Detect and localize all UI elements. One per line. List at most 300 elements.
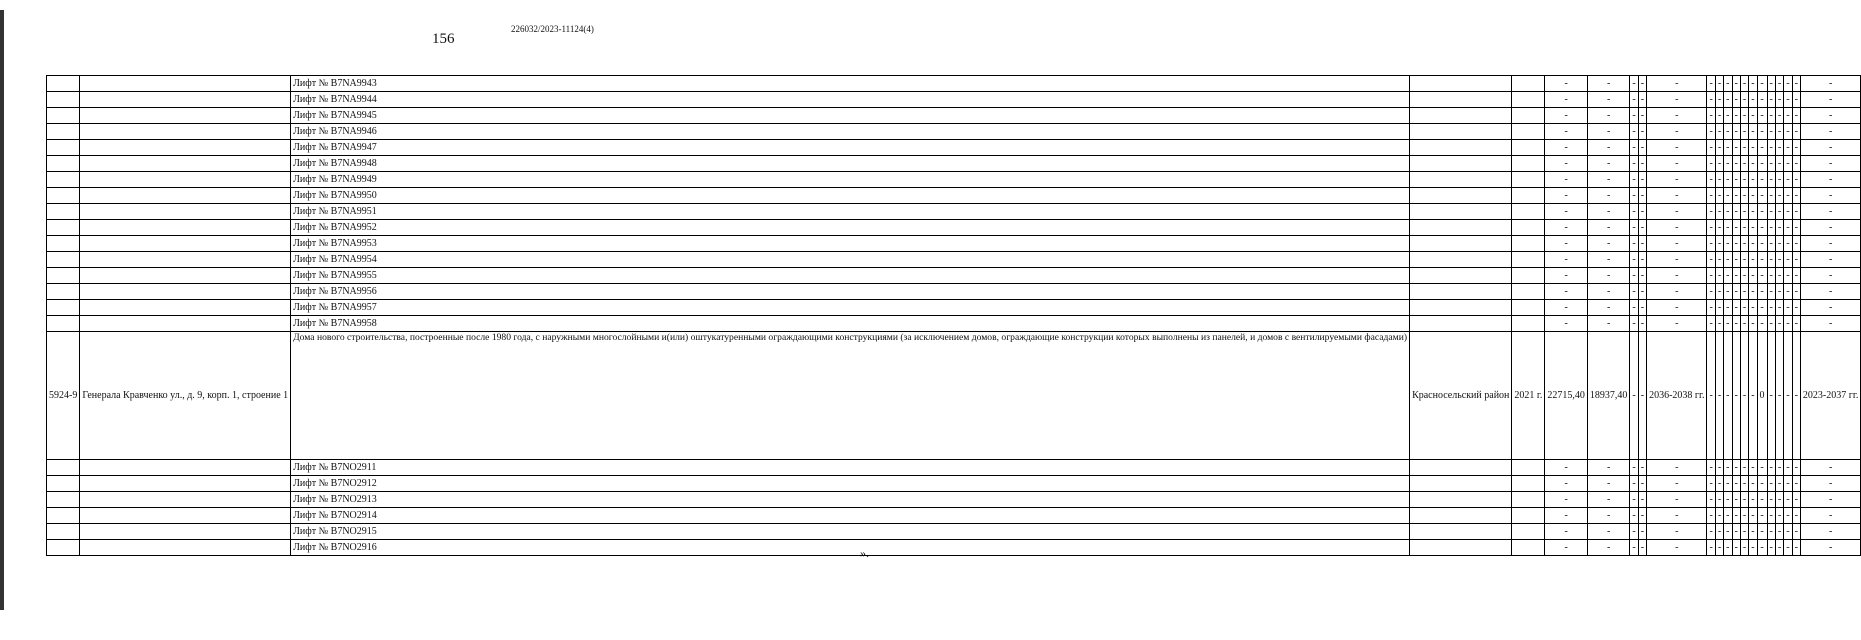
dash-cell: - [1792,300,1800,316]
empty-cell [1410,540,1512,556]
dash-cell: - [1740,92,1748,108]
dash-cell: - [1767,476,1775,492]
dash-cell: - [1545,220,1588,236]
dash-cell: - [1775,220,1783,236]
dash-cell: - [1749,300,1757,316]
dash-cell: - [1587,524,1630,540]
dash-cell: - [1715,268,1723,284]
dash-cell: - [1647,236,1707,252]
dash-cell: - [1647,492,1707,508]
dash-cell: - [1757,76,1767,92]
dash-cell: - [1792,460,1800,476]
dash-cell: - [1757,300,1767,316]
dash-cell: - [1792,524,1800,540]
empty-cell [80,108,291,124]
dash-cell: - [1792,268,1800,284]
dash-cell: - [1638,124,1646,140]
dash-cell: - [1784,284,1792,300]
dash-cell: - [1732,284,1740,300]
dash-cell: - [1638,540,1646,556]
empty-cell [47,508,80,524]
empty-cell [47,268,80,284]
empty-cell [1512,524,1545,540]
empty-cell [80,268,291,284]
dash-cell: - [1707,476,1715,492]
dash-cell: - [1749,140,1757,156]
empty-cell [47,492,80,508]
dash-cell: - [1630,316,1638,332]
lift-label: Лифт № B7NA9944 [291,92,1410,108]
dash-cell: - [1724,284,1732,300]
building-period: 2036-2038 гг. [1647,332,1707,460]
dash-cell: - [1775,284,1783,300]
lift-row [47,524,1861,540]
dash-cell: - [1784,524,1792,540]
dash-cell: - [1800,188,1860,204]
dash-cell: - [1724,268,1732,284]
dash-cell: - [1732,92,1740,108]
dash-cell: - [1587,140,1630,156]
page-number: 156 [432,31,455,47]
empty-cell [1512,204,1545,220]
dash-cell: - [1545,476,1588,492]
dash-cell: - [1792,108,1800,124]
dash-cell: - [1749,492,1757,508]
dash-cell: - [1749,508,1757,524]
lift-label: Лифт № B7NA9958 [291,316,1410,332]
dash-cell: - [1740,508,1748,524]
dash-cell: - [1647,156,1707,172]
dash-cell: - [1707,252,1715,268]
dash-cell: - [1732,492,1740,508]
dash-cell: - [1707,124,1715,140]
dash-cell: - [1740,252,1748,268]
lift-row [47,124,1861,140]
dash-cell: - [1545,268,1588,284]
dash-cell: - [1638,188,1646,204]
dash-cell: - [1724,492,1732,508]
empty-cell [1410,460,1512,476]
dash-cell: - [1792,140,1800,156]
dash-cell: - [1587,236,1630,252]
dash-cell: - [1587,476,1630,492]
empty-cell [47,204,80,220]
lift-row [47,492,1861,508]
empty-cell [1410,508,1512,524]
lift-label: Лифт № B7NA9952 [291,220,1410,236]
dash-cell: - [1740,284,1748,300]
dash-cell: - [1638,156,1646,172]
dash-cell: - [1749,540,1757,556]
zero-cell: 0 [1757,332,1767,460]
dash-cell: - [1732,332,1740,460]
empty-cell [1410,172,1512,188]
dash-cell: - [1732,124,1740,140]
lift-label: Лифт № B7NA9947 [291,140,1410,156]
dash-cell: - [1775,140,1783,156]
dash-cell: - [1638,492,1646,508]
lift-rows-bottom [47,460,1861,556]
dash-cell: - [1792,156,1800,172]
dash-cell: - [1715,108,1723,124]
dash-cell: - [1767,156,1775,172]
empty-cell [80,492,291,508]
dash-cell: - [1792,236,1800,252]
dash-cell: - [1647,108,1707,124]
dash-cell: - [1545,492,1588,508]
empty-cell [1410,236,1512,252]
dash-cell: - [1587,300,1630,316]
dash-cell: - [1792,220,1800,236]
lift-row [47,76,1861,92]
dash-cell: - [1749,476,1757,492]
empty-cell [1410,188,1512,204]
dash-cell: - [1724,332,1732,460]
dash-cell: - [1775,236,1783,252]
dash-cell: - [1647,172,1707,188]
dash-cell: - [1800,140,1860,156]
dash-cell: - [1724,92,1732,108]
lift-label: Лифт № B7NA9950 [291,188,1410,204]
dash-cell: - [1707,268,1715,284]
dash-cell: - [1792,476,1800,492]
dash-cell: - [1724,220,1732,236]
dash-cell: - [1784,204,1792,220]
dash-cell: - [1784,492,1792,508]
empty-cell [80,220,291,236]
building-description: Дома нового строительства, построенные после 1980 года, с наружными многослойными и(или) оштукатуренными ограждающими конструкциями (за исключением домов, ограждающие конструкции которых выполнены из панелей, и домов с вентилируемыми фасадами) [291,332,1410,460]
lift-row [47,316,1861,332]
dash-cell: - [1638,524,1646,540]
dash-cell: - [1757,188,1767,204]
dash-cell: - [1638,316,1646,332]
lift-label: Лифт № B7NO2911 [291,460,1410,476]
dash-cell: - [1740,300,1748,316]
dash-cell: - [1715,316,1723,332]
dash-cell: - [1587,284,1630,300]
lift-row [47,460,1861,476]
empty-cell [47,236,80,252]
dash-cell: - [1800,492,1860,508]
empty-cell [80,172,291,188]
dash-cell: - [1715,172,1723,188]
dash-cell: - [1707,540,1715,556]
dash-cell: - [1630,524,1638,540]
dash-cell: - [1545,124,1588,140]
dash-cell: - [1707,492,1715,508]
empty-cell [1410,124,1512,140]
dash-cell: - [1707,236,1715,252]
dash-cell: - [1724,460,1732,476]
dash-cell: - [1784,92,1792,108]
dash-cell: - [1715,252,1723,268]
dash-cell: - [1638,108,1646,124]
dash-cell: - [1587,188,1630,204]
dash-cell: - [1767,140,1775,156]
dash-cell: - [1715,92,1723,108]
dash-cell: - [1800,204,1860,220]
lift-label: Лифт № B7NA9953 [291,236,1410,252]
dash-cell: - [1749,76,1757,92]
dash-cell: - [1732,252,1740,268]
dash-cell: - [1647,188,1707,204]
dash-cell: - [1630,156,1638,172]
dash-cell: - [1775,508,1783,524]
dash-cell: - [1800,316,1860,332]
dash-cell: - [1749,460,1757,476]
dash-cell: - [1638,204,1646,220]
dash-cell: - [1638,332,1646,460]
dash-cell: - [1749,108,1757,124]
empty-cell [80,460,291,476]
dash-cell: - [1647,508,1707,524]
dash-cell: - [1630,460,1638,476]
dash-cell: - [1724,524,1732,540]
dash-cell: - [1715,284,1723,300]
dash-cell: - [1715,460,1723,476]
dash-cell: - [1767,188,1775,204]
dash-cell: - [1707,460,1715,476]
empty-cell [1512,252,1545,268]
dash-cell: - [1767,268,1775,284]
dash-cell: - [1715,236,1723,252]
dash-cell: - [1647,252,1707,268]
dash-cell: - [1757,476,1767,492]
dash-cell: - [1732,508,1740,524]
page-edge-shadow [0,10,4,610]
dash-cell: - [1715,124,1723,140]
dash-cell: - [1740,236,1748,252]
dash-cell: - [1638,252,1646,268]
empty-cell [47,108,80,124]
dash-cell: - [1724,76,1732,92]
dash-cell: - [1784,76,1792,92]
dash-cell: - [1638,476,1646,492]
empty-cell [47,252,80,268]
dash-cell: - [1784,332,1792,460]
dash-cell: - [1800,284,1860,300]
dash-cell: - [1740,156,1748,172]
empty-cell [47,172,80,188]
dash-cell: - [1757,492,1767,508]
lift-label: Лифт № B7NO2915 [291,524,1410,540]
empty-cell [80,188,291,204]
dash-cell: - [1724,508,1732,524]
dash-cell: - [1775,172,1783,188]
dash-cell: - [1587,268,1630,284]
dash-cell: - [1545,188,1588,204]
dash-cell: - [1638,140,1646,156]
dash-cell: - [1767,540,1775,556]
dash-cell: - [1757,156,1767,172]
dash-cell: - [1767,252,1775,268]
building-row-group [47,332,1861,460]
closing-quote-mark: ». [860,546,869,560]
dash-cell: - [1638,284,1646,300]
lift-rows-top [47,76,1861,332]
dash-cell: - [1630,236,1638,252]
dash-cell: - [1757,204,1767,220]
dash-cell: - [1757,252,1767,268]
dash-cell: - [1784,316,1792,332]
dash-cell: - [1630,252,1638,268]
dash-cell: - [1638,508,1646,524]
dash-cell: - [1792,124,1800,140]
empty-cell [47,76,80,92]
empty-cell [80,524,291,540]
dash-cell: - [1757,220,1767,236]
dash-cell: - [1587,540,1630,556]
dash-cell: - [1587,156,1630,172]
dash-cell: - [1732,316,1740,332]
empty-cell [1410,476,1512,492]
dash-cell: - [1724,252,1732,268]
dash-cell: - [1800,124,1860,140]
dash-cell: - [1647,76,1707,92]
dash-cell: - [1740,188,1748,204]
empty-cell [1410,204,1512,220]
lift-row [47,268,1861,284]
dash-cell: - [1715,508,1723,524]
dash-cell: - [1800,268,1860,284]
dash-cell: - [1638,236,1646,252]
dash-cell: - [1784,508,1792,524]
dash-cell: - [1587,108,1630,124]
dash-cell: - [1757,236,1767,252]
lift-label: Лифт № B7NA9951 [291,204,1410,220]
dash-cell: - [1800,524,1860,540]
dash-cell: - [1732,140,1740,156]
empty-cell [80,92,291,108]
lift-label: Лифт № B7NA9955 [291,268,1410,284]
dash-cell: - [1587,460,1630,476]
dash-cell: - [1587,252,1630,268]
dash-cell: - [1757,124,1767,140]
dash-cell: - [1784,108,1792,124]
dash-cell: - [1647,220,1707,236]
empty-cell [47,92,80,108]
dash-cell: - [1630,284,1638,300]
dash-cell: - [1732,188,1740,204]
dash-cell: - [1647,92,1707,108]
dash-cell: - [1767,460,1775,476]
dash-cell: - [1732,108,1740,124]
dash-cell: - [1707,508,1715,524]
dash-cell: - [1630,540,1638,556]
dash-cell: - [1749,124,1757,140]
dash-cell: - [1630,268,1638,284]
dash-cell: - [1767,220,1775,236]
empty-cell [80,156,291,172]
dash-cell: - [1757,268,1767,284]
dash-cell: - [1724,140,1732,156]
empty-cell [1512,108,1545,124]
dash-cell: - [1732,300,1740,316]
dash-cell: - [1647,300,1707,316]
dash-cell: - [1707,524,1715,540]
dash-cell: - [1767,508,1775,524]
dash-cell: - [1775,252,1783,268]
empty-cell [1512,140,1545,156]
dash-cell: - [1767,524,1775,540]
dash-cell: - [1784,220,1792,236]
dash-cell: - [1792,204,1800,220]
dash-cell: - [1767,92,1775,108]
lift-label: Лифт № B7NA9949 [291,172,1410,188]
dash-cell: - [1792,76,1800,92]
dash-cell: - [1792,508,1800,524]
dash-cell: - [1732,76,1740,92]
dash-cell: - [1707,300,1715,316]
empty-cell [1512,268,1545,284]
dash-cell: - [1732,540,1740,556]
lift-label: Лифт № B7NO2912 [291,476,1410,492]
dash-cell: - [1587,204,1630,220]
dash-cell: - [1740,524,1748,540]
empty-cell [1512,172,1545,188]
dash-cell: - [1775,188,1783,204]
empty-cell [1410,220,1512,236]
dash-cell: - [1630,108,1638,124]
empty-cell [1512,492,1545,508]
dash-cell: - [1647,124,1707,140]
empty-cell [1512,508,1545,524]
empty-cell [1512,76,1545,92]
dash-cell: - [1740,204,1748,220]
dash-cell: - [1767,108,1775,124]
empty-cell [80,508,291,524]
dash-cell: - [1715,332,1723,460]
dash-cell: - [1732,172,1740,188]
empty-cell [80,204,291,220]
empty-cell [47,140,80,156]
dash-cell: - [1545,76,1588,92]
dash-cell: - [1724,204,1732,220]
dash-cell: - [1749,172,1757,188]
lift-row [47,92,1861,108]
empty-cell [1410,268,1512,284]
dash-cell: - [1767,332,1775,460]
lift-label: Лифт № B7NA9945 [291,108,1410,124]
dash-cell: - [1587,508,1630,524]
dash-cell: - [1740,140,1748,156]
dash-cell: - [1757,540,1767,556]
dash-cell: - [1724,540,1732,556]
lift-label: Лифт № B7NA9943 [291,76,1410,92]
dash-cell: - [1775,76,1783,92]
dash-cell: - [1792,332,1800,460]
empty-cell [1410,76,1512,92]
dash-cell: - [1775,268,1783,284]
dash-cell: - [1775,460,1783,476]
dash-cell: - [1775,540,1783,556]
dash-cell: - [1767,76,1775,92]
dash-cell: - [1775,300,1783,316]
building-year: 2021 г. [1512,332,1545,460]
dash-cell: - [1715,204,1723,220]
dash-cell: - [1715,156,1723,172]
empty-cell [1410,524,1512,540]
dash-cell: - [1749,252,1757,268]
empty-cell [80,540,291,556]
dash-cell: - [1767,236,1775,252]
lift-label: Лифт № B7NO2914 [291,508,1410,524]
empty-cell [1410,108,1512,124]
dash-cell: - [1732,220,1740,236]
empty-cell [1512,188,1545,204]
dash-cell: - [1647,476,1707,492]
dash-cell: - [1800,476,1860,492]
